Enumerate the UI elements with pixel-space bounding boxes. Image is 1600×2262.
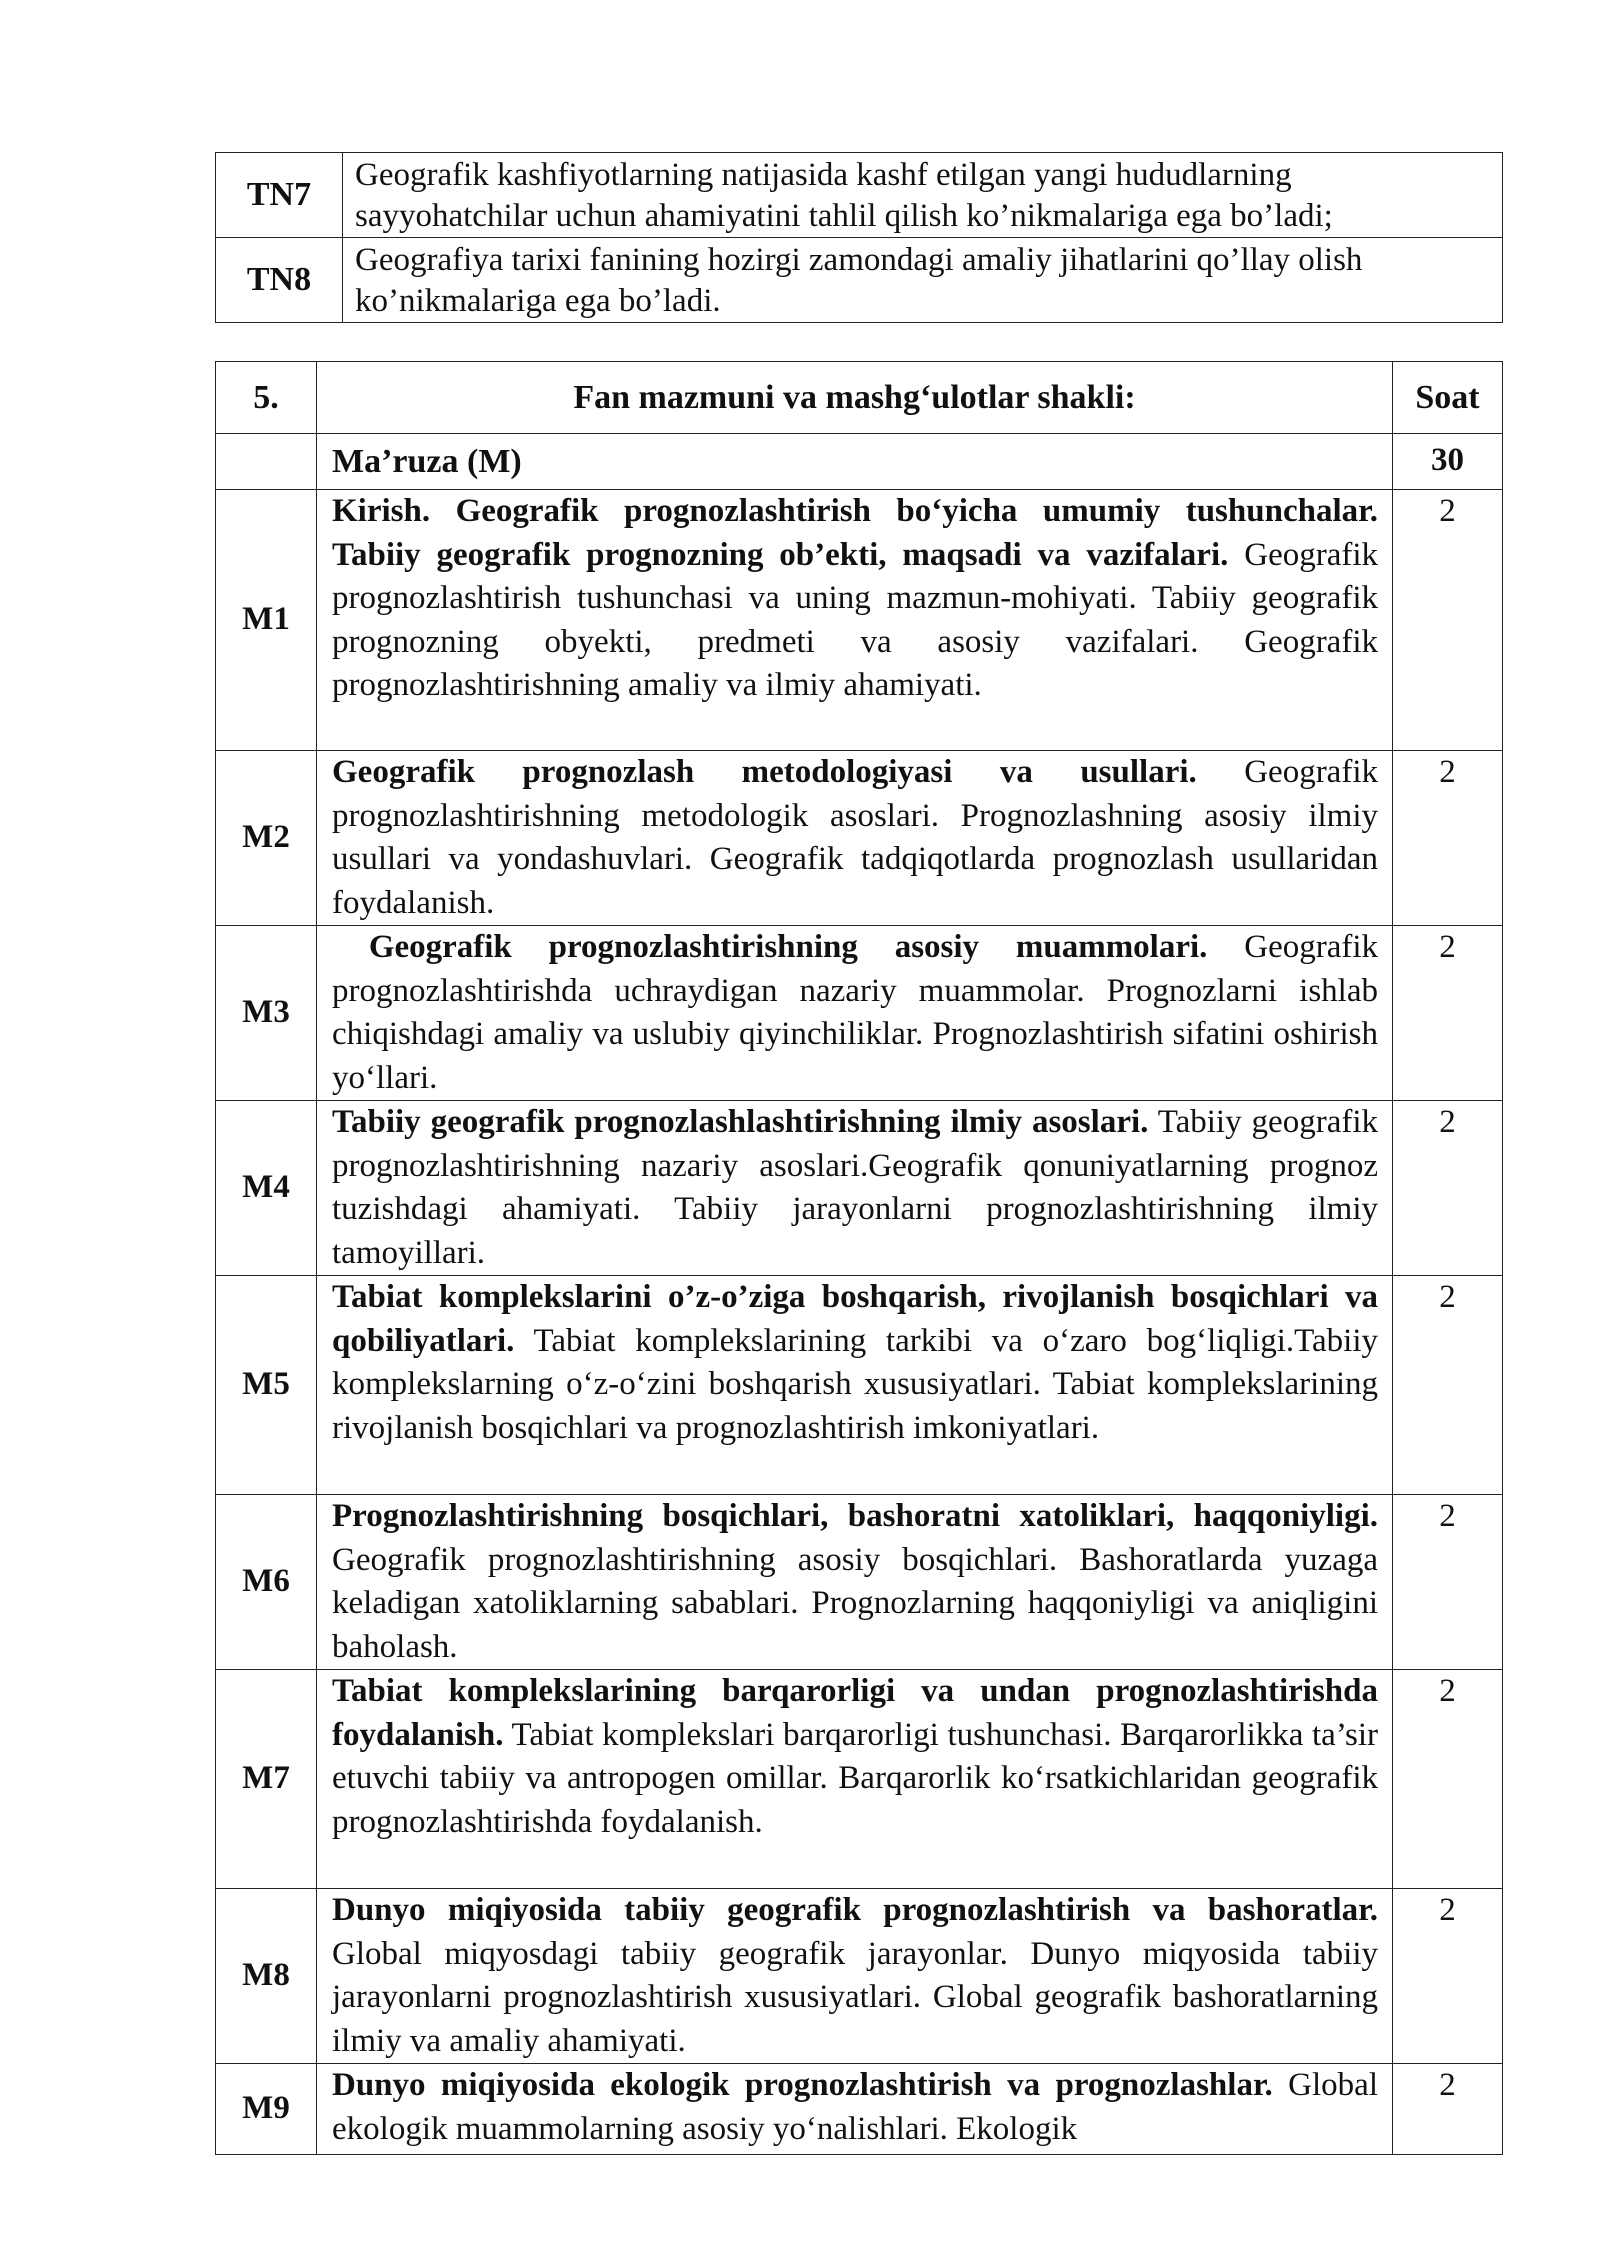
lecture-hours: 2 xyxy=(1393,751,1503,926)
lecture-content xyxy=(317,1101,1393,1276)
lecture-row xyxy=(216,2064,1503,2155)
lecture-total-hours: 30 xyxy=(1393,434,1503,490)
content-table xyxy=(215,361,1503,2155)
lecture-title: Geografik prognozlash metodologiyasi va usullari. xyxy=(332,754,1197,790)
lecture-row xyxy=(216,751,1503,926)
lecture-row xyxy=(216,1670,1503,1889)
lecture-content-clip xyxy=(332,2064,1378,2151)
lecture-description: Global ekologik muammolarning asosiy yo‘nalishlari. Ekologik xyxy=(332,2067,1378,2147)
lecture-hours: 2 xyxy=(1393,1495,1503,1670)
lecture-content xyxy=(317,751,1393,926)
lecture-title: Geografik prognozlashtirishning asosiy muammolari. xyxy=(368,929,1208,965)
outcome-text: Geografiya tarixi fanining hozirgi zamondagi amaliy jihatlarini qo’llay olish ko’nikmalariga ega bo’ladi. xyxy=(343,238,1503,323)
empty-cell xyxy=(216,434,317,490)
content-table-header xyxy=(216,362,1503,434)
lecture-row xyxy=(216,1101,1503,1276)
lecture-hours: 2 xyxy=(1393,2064,1503,2155)
section-title: Fan mazmuni va mashg‘ulotlar shakli: xyxy=(317,362,1393,434)
lecture-description: Geografik prognozlashtirish tushunchasi va uning mazmun-mohiyati. Tabiiy geografik prognozning obyekti, predmeti va asosiy vazifalari. Geografik prognozlashtirishning amaliy va ilmiy ahamiyati. xyxy=(332,536,1379,703)
lecture-row xyxy=(216,1495,1503,1670)
lecture-content xyxy=(317,2064,1393,2155)
lecture-section-label: Ma’ruza (M) xyxy=(317,434,1393,490)
lecture-content xyxy=(317,926,1393,1101)
lecture-content xyxy=(317,1889,1393,2064)
lecture-description: Tabiat komplekslari barqarorligi tushunchasi. Barqarorlikka ta’sir etuvchi tabiiy va antropogen omillar. Barqarorlik ko‘rsatkichlaridan geografik prognozlashtirishda foydalanish. xyxy=(332,1716,1378,1840)
outcome-code: TN8 xyxy=(216,238,343,323)
outcome-row xyxy=(216,238,1503,323)
lecture-content xyxy=(317,1670,1393,1889)
outcome-code: TN7 xyxy=(216,153,343,238)
lecture-section-row xyxy=(216,434,1503,490)
lecture-description: Geografik prognozlashtirishning asosiy bosqichlari. Bashoratlarda yuzaga keladigan xatoliklarning sabablari. Prognozlarning haqqoniyligi va aniqligini baholash. xyxy=(332,1541,1378,1665)
lecture-hours: 2 xyxy=(1393,1889,1503,2064)
outcomes-table xyxy=(215,152,1503,323)
lecture-title: Kirish. Geografik prognozlashtirish bo‘yicha umumiy tushunchalar. Tabiiy geografik prognozning ob’ekti, maqsadi va vazifalari. xyxy=(332,493,1378,573)
lecture-title: Prognozlashtirishning bosqichlari, bashoratni xatoliklari, haqqoniyligi. xyxy=(332,1498,1378,1534)
lecture-content xyxy=(317,1276,1393,1495)
section-number: 5. xyxy=(216,362,317,434)
lecture-row xyxy=(216,490,1503,751)
outcome-text: Geografik kashfiyotlarning natijasida kashf etilgan yangi hududlarning sayyohatchilar uchun ahamiyatini tahlil qilish ko’nikmalariga ega bo’ladi; xyxy=(343,153,1503,238)
lecture-code: M7 xyxy=(216,1670,317,1889)
lecture-description: Global miqyosdagi tabiiy geografik jarayonlar. Dunyo miqyosida tabiiy jarayonlarni prognozlashtirish xususiyatlari. Global geografik bashoratlarning ilmiy va amaliy ahamiyati. xyxy=(332,1935,1378,2059)
lecture-code: M2 xyxy=(216,751,317,926)
lecture-content xyxy=(317,1495,1393,1670)
lecture-description: Geografik prognozlashtirishning metodologik asoslari. Prognozlashning asosiy ilmiy usullari va yondashuvlari. Geografik tadqiqotlarda prognozlash usullaridan foydalanish. xyxy=(332,754,1378,921)
lecture-row xyxy=(216,926,1503,1101)
lecture-hours: 2 xyxy=(1393,1101,1503,1276)
lecture-code: M3 xyxy=(216,926,317,1101)
lecture-title: Dunyo miqiyosida ekologik prognozlashtirish va prognozlashlar. xyxy=(332,2067,1273,2103)
outcome-row xyxy=(216,153,1503,238)
lecture-hours: 2 xyxy=(1393,1276,1503,1495)
lecture-hours: 2 xyxy=(1393,490,1503,751)
lecture-code: M5 xyxy=(216,1276,317,1495)
lecture-title: Tabiat komplekslarining barqarorligi va undan prognozlashtirishda foydalanish. xyxy=(332,1673,1378,1753)
lecture-code: M8 xyxy=(216,1889,317,2064)
lecture-row xyxy=(216,1889,1503,2064)
hours-header: Soat xyxy=(1393,362,1503,434)
lecture-content xyxy=(317,490,1393,751)
lecture-title: Tabiat komplekslarini o’z-o’ziga boshqarish, rivojlanish bosqichlari va qobiliyatlari. xyxy=(332,1279,1378,1359)
lecture-title: Dunyo miqiyosida tabiiy geografik prognozlashtirish va bashoratlar. xyxy=(332,1892,1378,1928)
lecture-description: Tabiiy geografik prognozlashtirishning nazariy asoslari.Geografik qonuniyatlarning prognoz tuzishdagi ahamiyati. Tabiiy jarayonlarni prognozlashtirishning ilmiy tamoyillari. xyxy=(332,1104,1378,1271)
lecture-description: Geografik prognozlashtirishda uchraydigan nazariy muammolar. Prognozlarni ishlab chiqishdagi amaliy va uslubiy qiyinchiliklar. Prognozlashtirish sifatini oshirish yo‘llari. xyxy=(332,929,1379,1096)
lecture-row xyxy=(216,1276,1503,1495)
lecture-description: Tabiat komplekslarining tarkibi va o‘zaro bog‘liqligi.Tabiiy komplekslarning o‘z-o‘zini boshqarish xususiyatlari. Tabiat komplekslarining rivojlanish bosqichlari va prognozlashtirish imkoniyatlari. xyxy=(332,1322,1378,1446)
lecture-code: M4 xyxy=(216,1101,317,1276)
lecture-title: Tabiiy geografik prognozlashlashtirishning ilmiy asoslari. xyxy=(332,1104,1149,1140)
lecture-code: M9 xyxy=(216,2064,317,2155)
lecture-code: M6 xyxy=(216,1495,317,1670)
lecture-hours: 2 xyxy=(1393,1670,1503,1889)
lecture-code: M1 xyxy=(216,490,317,751)
lecture-hours: 2 xyxy=(1393,926,1503,1101)
